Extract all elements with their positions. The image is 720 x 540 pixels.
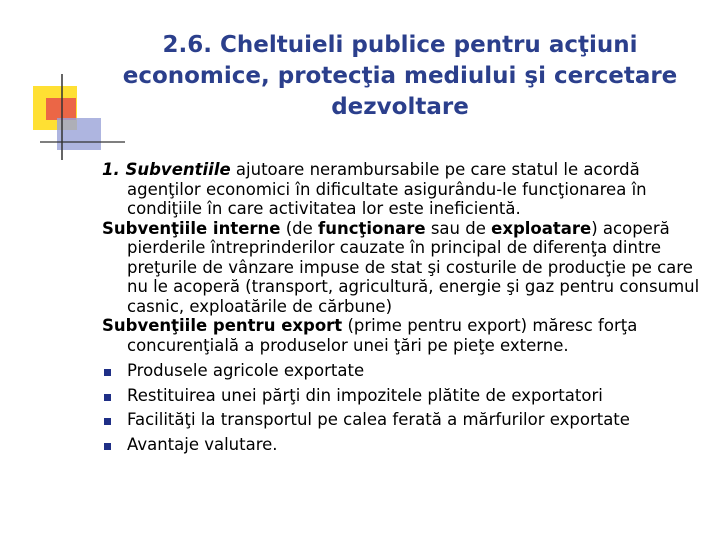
list-item-text: Produsele agricole exportate	[127, 361, 365, 380]
square-bullet-icon	[104, 418, 111, 425]
list-item-text: Facilităţi la transportul pe calea ferată a mărfurilor exportate	[127, 410, 630, 429]
slide-body	[102, 160, 702, 457]
list-item-text: Avantaje valutare.	[127, 434, 278, 454]
term-subventiile: 1. Subventiile	[102, 160, 231, 179]
square-bullet-icon	[104, 443, 111, 450]
interne-text-2: sau de	[425, 218, 492, 238]
title-line-2: economice, protecţia mediului şi cercetare	[122, 63, 678, 89]
list-item	[102, 359, 702, 384]
title-line-3: dezvoltare	[331, 94, 469, 120]
interne-text-3: ) acoperă pierderile întreprinderilor cauzate în principal de diferenţa dintre preţurile de vânzare impuse de stat şi costurile de producţie pe care nu le acoperă (transport, agricultură, energie şi gaz pentru consumul casnic, exploatările de cărbune)	[127, 218, 700, 316]
subventii-definition: ajutoare nerambursabile pe care statul le acordă agenţilor economici în dificultate asigurându-le funcţionarea în condiţiile în care activitatea lor este ineficientă.	[127, 160, 647, 218]
term-functionare: funcţionare	[318, 218, 426, 238]
list-item	[102, 408, 702, 433]
paragraph-subventii-interne	[102, 219, 702, 317]
slide-title	[90, 30, 710, 123]
export-text: (prime pentru export) măresc forţa concurenţială a produselor unei ţări pe pieţe externe.	[127, 316, 638, 355]
term-subventii-export: Subvenţiile pentru export	[102, 316, 343, 335]
term-exploatare: exploatare	[491, 218, 592, 238]
list-item	[102, 384, 702, 409]
list-item-text: Restituirea unei părţi din impozitele plătite de exportatori	[127, 385, 603, 405]
interne-text-1: (de	[280, 218, 319, 238]
red-square	[46, 98, 76, 120]
title-line-1: 2.6. Cheltuieli publice pentru acţiuni	[162, 32, 638, 58]
term-subventii-interne: Subvenţiile interne	[102, 218, 281, 238]
paragraph-subventii-export	[102, 316, 702, 355]
square-bullet-icon	[104, 369, 111, 376]
export-bullet-list	[102, 359, 702, 457]
square-bullet-icon	[104, 394, 111, 401]
paragraph-subventii	[102, 160, 702, 219]
list-item	[102, 433, 702, 458]
